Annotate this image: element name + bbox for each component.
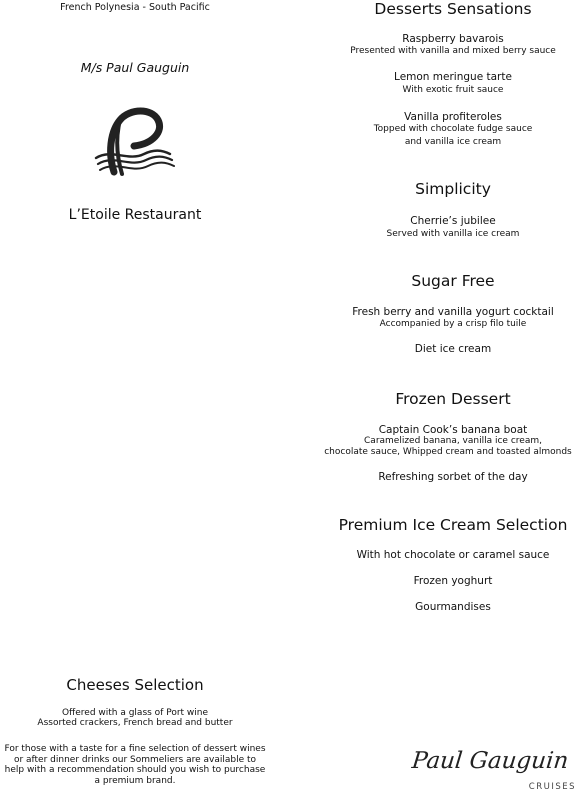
brand-logo bbox=[412, 748, 580, 798]
menu-item-name: Gourmandises bbox=[415, 601, 491, 613]
region-text: French Polynesia - South Pacific bbox=[60, 2, 210, 13]
left-panel bbox=[0, 0, 270, 800]
menu-item-desc: Caramelized banana, vanilla ice cream, bbox=[364, 436, 542, 446]
section-title-desserts: Desserts Sensations bbox=[374, 0, 532, 18]
brand-subtitle: CRUISES bbox=[528, 782, 576, 792]
section-title-frozen: Frozen Dessert bbox=[395, 390, 511, 408]
menu-item-name: Fresh berry and vanilla yogurt cocktail bbox=[352, 306, 554, 318]
menu-item-desc: Presented with vanilla and mixed berry sauce bbox=[350, 46, 556, 56]
menu-item-desc: Accompanied by a crisp filo tuile bbox=[379, 319, 527, 329]
cheeses-title: Cheeses Selection bbox=[66, 676, 204, 694]
restaurant-name: L’Etoile Restaurant bbox=[68, 207, 202, 223]
menu-item-desc: Served with vanilla ice cream bbox=[386, 229, 520, 239]
menu-item-desc: chocolate sauce, Whipped cream and toasted almonds bbox=[324, 447, 572, 457]
menu-item-name: Diet ice cream bbox=[414, 343, 492, 355]
ship-name: M/s Paul Gauguin bbox=[80, 60, 190, 75]
menu-item-name: Raspberry bavarois bbox=[402, 33, 504, 45]
section-title-simplicity: Simplicity bbox=[415, 180, 491, 198]
menu-item-desc: and vanilla ice cream bbox=[404, 137, 502, 147]
brand-script: Paul Gauguin bbox=[410, 748, 570, 774]
pg-monogram-wave-icon bbox=[86, 102, 176, 182]
menu-item-name: With hot chocolate or caramel sauce bbox=[356, 549, 550, 561]
menu-item-name: Frozen yoghurt bbox=[413, 575, 493, 587]
section-title-sugar-free: Sugar Free bbox=[411, 272, 495, 290]
menu-item-desc: With exotic fruit sauce bbox=[402, 85, 504, 95]
menu-item-name: Cherrie’s jubilee bbox=[410, 215, 496, 227]
menu-item-name: Captain Cook’s banana boat bbox=[378, 424, 528, 436]
menu-item-name: Refreshing sorbet of the day bbox=[378, 471, 528, 483]
menu-panel bbox=[322, 0, 584, 800]
menu-item-desc: Topped with chocolate fudge sauce bbox=[373, 124, 533, 134]
section-title-premium: Premium Ice Cream Selection bbox=[338, 516, 568, 534]
cheeses-line-2: Assorted crackers, French bread and butter bbox=[37, 718, 233, 728]
sommelier-note: For those with a taste for a fine selection of dessert wines or after dinner drinks our Sommeliers are available to help with a recommendation should you wish to purchase a premium brand. bbox=[4, 744, 266, 786]
menu-item-name: Lemon meringue tarte bbox=[394, 71, 512, 83]
cheeses-line-1: Offered with a glass of Port wine bbox=[61, 708, 209, 718]
menu-item-name: Vanilla profiteroles bbox=[404, 111, 502, 123]
